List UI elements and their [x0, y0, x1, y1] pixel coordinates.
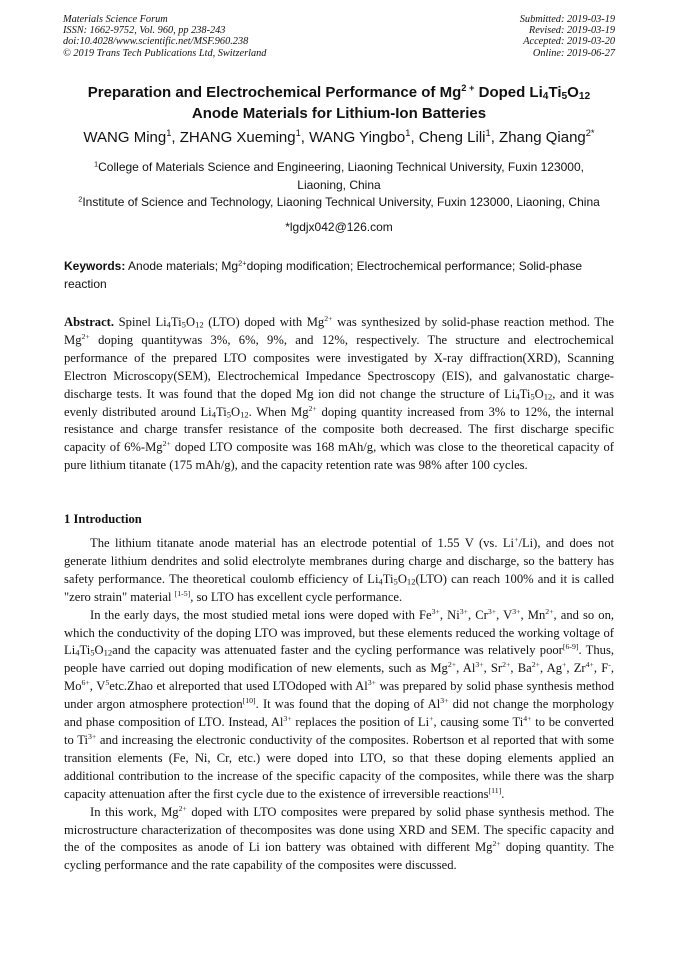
abstract-text: Spinel $Li_4Ti_5O_{12}$ (LTO) doped with $Mg^{2+}$ was synthesized by solid-phase reaction method. The $Mg^{2+}$ doping quantitywas 3%, 6%, 9%, and 12%, respectively. The structure and electrochemical performance of the prepared LTO composites were investigated by X-ray diffraction(XRD), Scanning Electron Microscopy(SEM), Electrochemical Impedance Spectroscopy (EIS), and galvanostatic charge-discharge tests. It was found that the doped Mg ion did not change the structure of $Li_4Ti_5O_{12}$, and it was evenly distributed around $Li_4Ti_5O_{12}$. When $Mg^{2+}$ doping quantity increased from 3% to 12%, the internal resistance and charge transfer resistance of the composite both decreased. The first discharge specific capacity of $6\%-Mg^{2+}$ doped LTO composite was 168 mAh/g, which was close to the theoretical capacity of pure lithium titanate (175 mAh/g), and the capacity retention rate was 98% after 100 cycles.: [64, 314, 614, 473]
accepted-date: Accepted: 2019-03-20: [523, 36, 615, 48]
online-date: Online: 2019-06-27: [532, 47, 615, 59]
revised-date: Revised: 2019-03-19: [528, 25, 615, 37]
author: WANG Yingbo$^1$,: [309, 128, 419, 146]
paper-title: [40, 82, 638, 124]
journal-name: Materials Science Forum: [63, 14, 168, 25]
author: Cheng Lili$^1$,: [418, 128, 500, 146]
paragraph: In this work, $Mg^{2+}$ doped with LTO composites were prepared by solid phase synthesis method. The microstructure characterization of thecomposites was done using XRD and SEM. The specific capacity and the of the composites as anode of Li ion battery was obtained with different $Mg^{2+}$ doping quantity. The cycling performance and the rate capability of the composites were discussed.: [64, 803, 614, 873]
paragraph: In the early days, the most studied metal ions were doped with $Fe^{3+}$, $Ni^{3+}$, $Cr^{3+}$, $V^{3+}$, $Mn^{2+}$, and so on, which the conductivity of the doping LTO was improved, but these elements reduced the working voltage of $Li_4Ti_5O_{12}and$ the capacity was attenuated faster and the cycling performance was relatively poor[6-9]. Thus, people have carried out doping modification of new elements, such as $Mg^{2+}$, $Al^{3+}$, $Sr^{2+}$, $Ba^{2+}$, Ag+, $Zr^{4+}$, F-, $Mo^{6+}$, $V^5etc.Zhao$ et alreported that used LTOdoped with $Al^{3+}$ was prepared by solid phase synthesis method under argon atmosphere protection[10]. It was found that the doping of $Al^{3+}$ did not change the morphology and phase composition of LTO. Instead, $Al^{3+}$ replaces the position of Li+, causing some $Ti^{4+}$ to be converted to $Ti^{3+}$ and increasing the electronic conductivity of the composites. Robertson et al reported that with some transition elements (Fe, Ni, Cr, etc.) were doped into LTO, so that these doping elements applied an additional contribution to the increase of the specific capacity of the composites, while there was the sharp capacity attenuation after the first cycle due to the existence of irreversible reactions[11].: [64, 606, 615, 801]
doi-line: doi:10.4028/www.scientific.net/MSF.960.238: [63, 36, 249, 48]
keywords: Keywords: Anode materials; $Mg^{2+}doping$ modification; Electrochemical performance; Solid-phase reaction: [64, 258, 583, 291]
affiliation-2: $^2$Institute of Science and Technology, Liaoning Technical University, Fuxin 123000, Liaoning, China: [78, 194, 600, 209]
author: Zhang Qiang$^{2*}$: [499, 128, 595, 146]
submitted-date: Submitted: 2019-03-19: [519, 14, 615, 25]
keywords-label: Keywords:: [64, 259, 126, 273]
corresponding-email: *lgdjx042@126.com: [285, 220, 393, 234]
section-heading-introduction: 1 Introduction: [64, 512, 142, 526]
abstract: [64, 314, 614, 475]
abstract-label: Abstract.: [64, 315, 115, 329]
author: WANG Ming$^1$,: [83, 128, 180, 146]
copyright-line: © 2019 Trans Tech Publications Ltd, Switzerland: [63, 47, 267, 59]
header-left: [63, 14, 266, 59]
author-list: [40, 128, 638, 148]
paragraph: The lithium titanate anode material has an electrode potential of 1.55 V (vs. Li+/Li), and does not generate lithium dendrites and solid electrolyte membranes during charge and discharge, so the battery has safety performance. The theoretical coulomb efficiency of $Li_4Ti_5O_{12}(LTO)$ can reach 100% and it is called "zero strain" material [1-5], so LTO has excellent cycle performance.: [64, 535, 614, 604]
affiliation-1: $^1$College of Materials Science and Engineering, Liaoning Technical University, Fuxin 123000, Liaoning, China: [94, 159, 584, 192]
title-line-2: Anode Materials for Lithium-Ion Batteries: [191, 105, 487, 122]
header-right: [520, 14, 615, 59]
issn-line: ISSN: 1662-9752, Vol. 960, pp 238-243: [63, 25, 226, 37]
author: ZHANG Xueming$^1$,: [179, 128, 310, 146]
journal-header: [63, 14, 615, 59]
title-line-1: Preparation and Electrochemical Performance of $Mg^{2 +}$ Doped $Li_4Ti_5O_{12}$: [87, 83, 591, 102]
introduction-body: [64, 535, 614, 875]
